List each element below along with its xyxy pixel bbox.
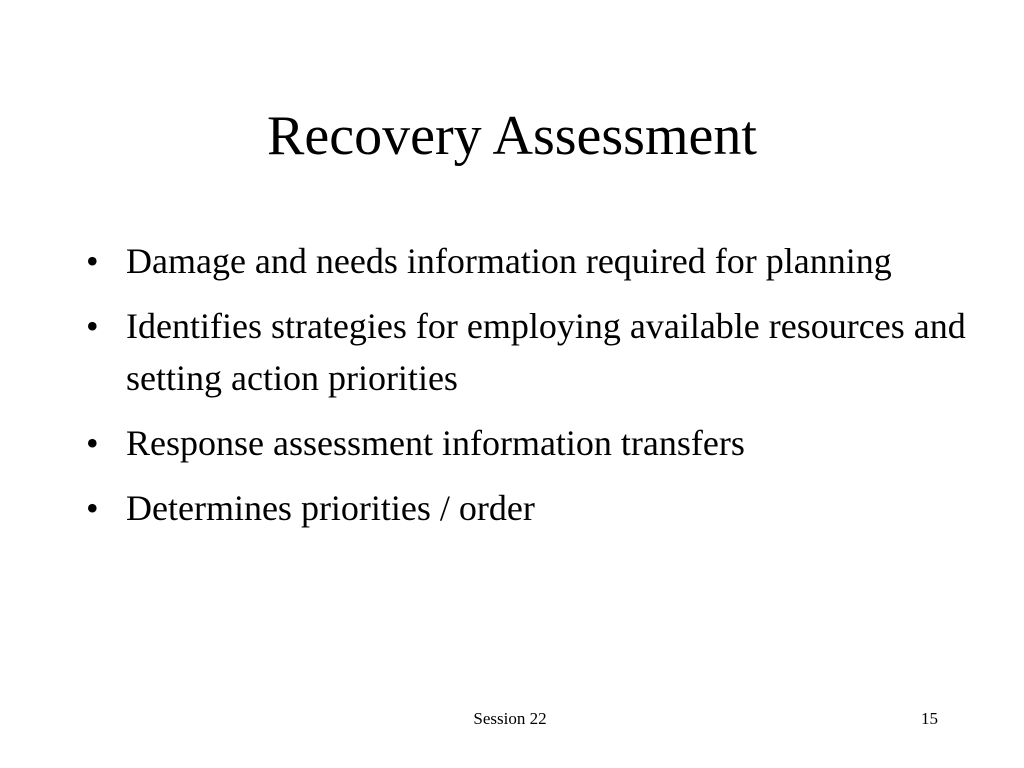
bullet-icon: •	[86, 423, 99, 463]
bullet-item	[86, 417, 966, 469]
bullet-icon: •	[86, 241, 99, 281]
bullet-text: Damage and needs information required for planning	[126, 241, 892, 281]
footer-page-number: 15	[921, 709, 938, 728]
footer-session-label: Session 22	[473, 709, 547, 728]
bullet-icon: •	[86, 488, 99, 528]
bullet-item	[86, 235, 966, 287]
bullet-item	[86, 482, 966, 534]
bullet-icon: •	[86, 306, 99, 346]
bullet-text: Identifies strategies for employing available resources and setting action priorities	[126, 306, 966, 398]
bullet-list	[86, 235, 966, 547]
slide-title: Recovery Assessment	[267, 105, 757, 167]
bullet-text: Determines priorities / order	[126, 488, 535, 528]
bullet-item	[86, 300, 966, 404]
bullet-text: Response assessment information transfers	[126, 423, 745, 463]
